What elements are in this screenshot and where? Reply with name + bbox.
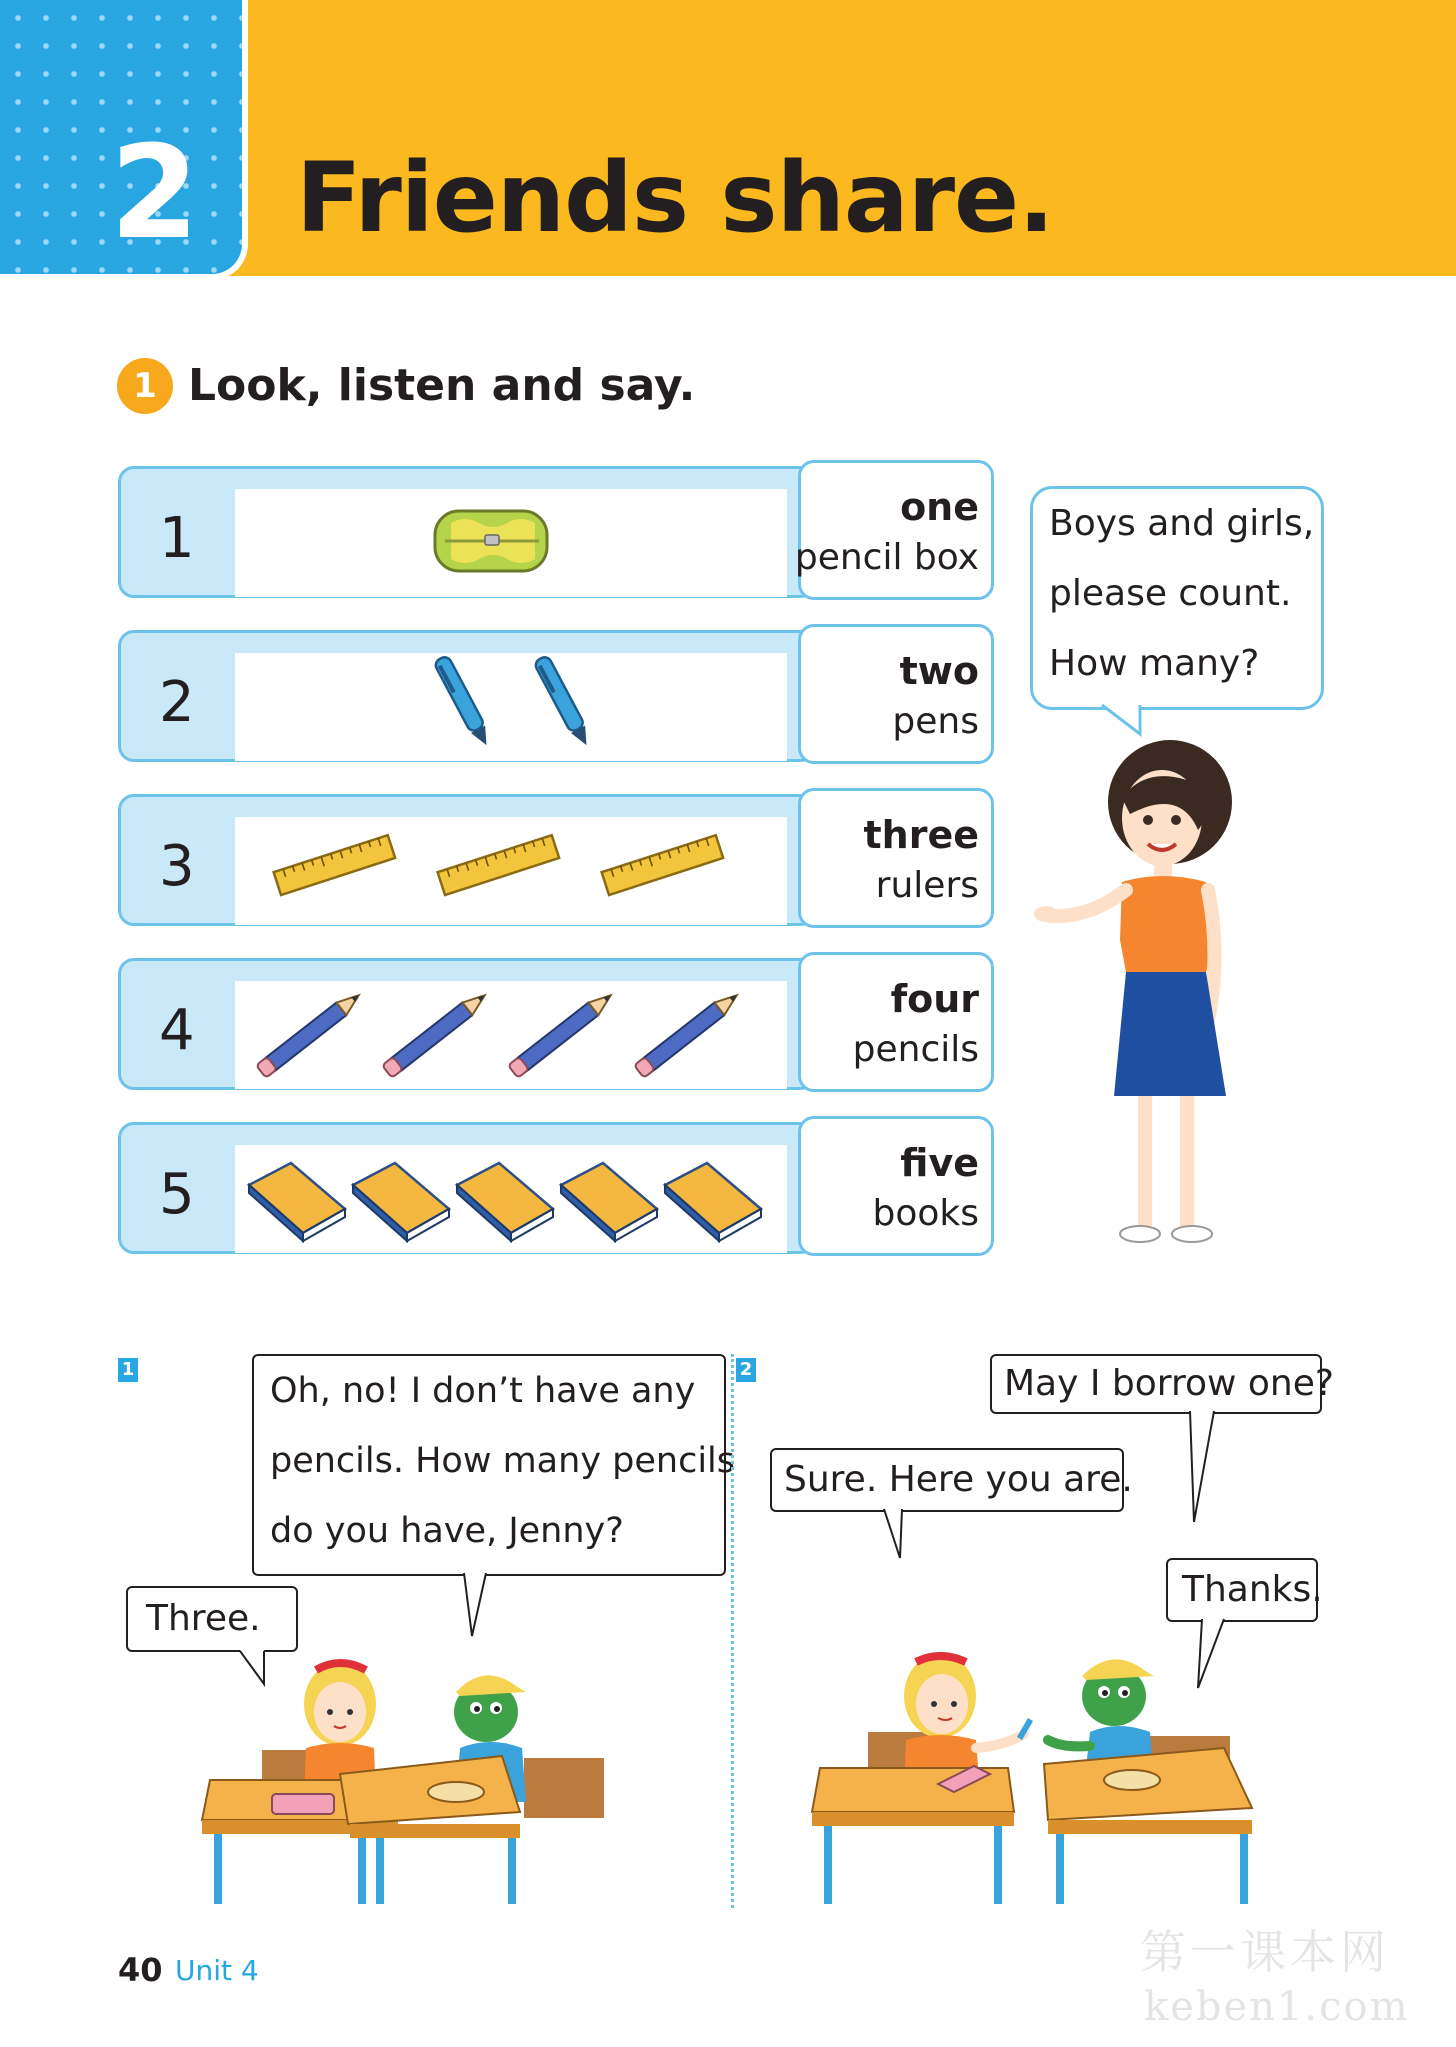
item-noun: pencil box <box>794 537 979 578</box>
teacher-illustration <box>1030 740 1270 1260</box>
bubble-line: How many? <box>1049 643 1260 684</box>
pencil-box-icon <box>435 511 547 571</box>
sure-speech-bubble <box>770 1448 1133 1512</box>
bubble-line: Oh, no! I don’t have any <box>270 1371 696 1411</box>
item-noun: pens <box>892 701 979 742</box>
count-word: one <box>900 485 979 529</box>
count-word: four <box>890 977 979 1021</box>
teacher-speech-bubble <box>1030 486 1324 710</box>
classroom-scene-2 <box>800 1652 1320 1910</box>
count-word: two <box>899 649 979 693</box>
bubble-line: pencils. How many pencils <box>270 1441 736 1481</box>
book-icon <box>665 1163 761 1241</box>
thanks-speech-bubble <box>1166 1558 1323 1622</box>
row-number: 1 <box>159 506 195 571</box>
panel-divider <box>731 1354 734 1908</box>
book-icon <box>353 1163 449 1241</box>
book-icon <box>457 1163 553 1241</box>
page-number: 40 <box>118 1951 163 1989</box>
count-word: five <box>900 1141 979 1185</box>
row-number: 3 <box>159 834 195 899</box>
word-card <box>794 460 994 600</box>
watermark-url: keben1.com <box>1144 1984 1410 2030</box>
panel-number: 2 <box>736 1358 756 1382</box>
word-card <box>798 788 994 928</box>
item-noun: books <box>872 1193 979 1234</box>
bubble-line: please count. <box>1049 573 1292 614</box>
ruler-icon <box>438 835 560 895</box>
row-frame <box>118 1122 816 1254</box>
row-frame <box>118 794 816 926</box>
bubble-line: Three. <box>146 1598 261 1639</box>
pencil-icon <box>256 989 364 1078</box>
bubble-line: Boys and girls, <box>1049 503 1315 544</box>
pencil-icon <box>634 989 742 1078</box>
row-picture <box>235 489 787 597</box>
row-frame <box>118 466 816 598</box>
count-row-2 <box>118 624 998 764</box>
pen-icon <box>533 655 593 749</box>
item-noun: rulers <box>875 865 979 906</box>
book-icon <box>561 1163 657 1241</box>
row-number: 2 <box>159 670 195 735</box>
girl-speech-bubble <box>126 1586 298 1652</box>
borrow-speech-bubble <box>990 1354 1334 1414</box>
count-row-1 <box>118 460 998 600</box>
count-word: three <box>863 813 979 857</box>
pencil-icon <box>382 989 490 1078</box>
word-card <box>798 1116 994 1256</box>
pencil-icon <box>508 989 616 1078</box>
row-picture <box>235 981 787 1089</box>
bubble-tail <box>462 1570 492 1640</box>
item-noun: pencils <box>852 1029 979 1070</box>
bubble-tail <box>882 1506 912 1562</box>
row-frame <box>118 630 816 762</box>
bubble-tail <box>1188 1408 1218 1526</box>
unit-label: Unit 4 <box>175 1954 259 1987</box>
book-icon <box>249 1163 345 1241</box>
row-number: 5 <box>159 1162 195 1227</box>
classroom-scene-1 <box>190 1652 690 1910</box>
count-row-4 <box>118 952 998 1092</box>
bubble-line: May I borrow one? <box>1004 1363 1334 1404</box>
bubble-tail <box>1100 702 1150 738</box>
lesson-title: Friends share. <box>296 142 1054 254</box>
row-picture <box>235 817 787 925</box>
word-card <box>798 624 994 764</box>
lesson-number: 2 <box>110 119 200 268</box>
row-frame <box>118 958 816 1090</box>
activity-number-badge: 1 <box>117 358 173 414</box>
row-picture <box>235 1145 787 1253</box>
pen-icon <box>433 655 493 749</box>
bubble-line: Thanks. <box>1182 1569 1323 1610</box>
bubble-line: Sure. Here you are. <box>784 1459 1133 1500</box>
ruler-icon <box>602 835 724 895</box>
count-row-5 <box>118 1116 998 1256</box>
row-picture <box>235 653 787 761</box>
bubble-line: do you have, Jenny? <box>270 1511 624 1551</box>
watermark-site-name: 第一课本网 <box>1140 1925 1390 1979</box>
row-number: 4 <box>159 998 195 1063</box>
boy-speech-bubble <box>252 1354 736 1576</box>
word-card <box>798 952 994 1092</box>
ruler-icon <box>274 835 396 895</box>
activity-title: Look, listen and say. <box>188 360 696 411</box>
panel-number: 1 <box>118 1358 138 1382</box>
lesson-number-tile <box>0 0 248 280</box>
count-row-3 <box>118 788 998 928</box>
